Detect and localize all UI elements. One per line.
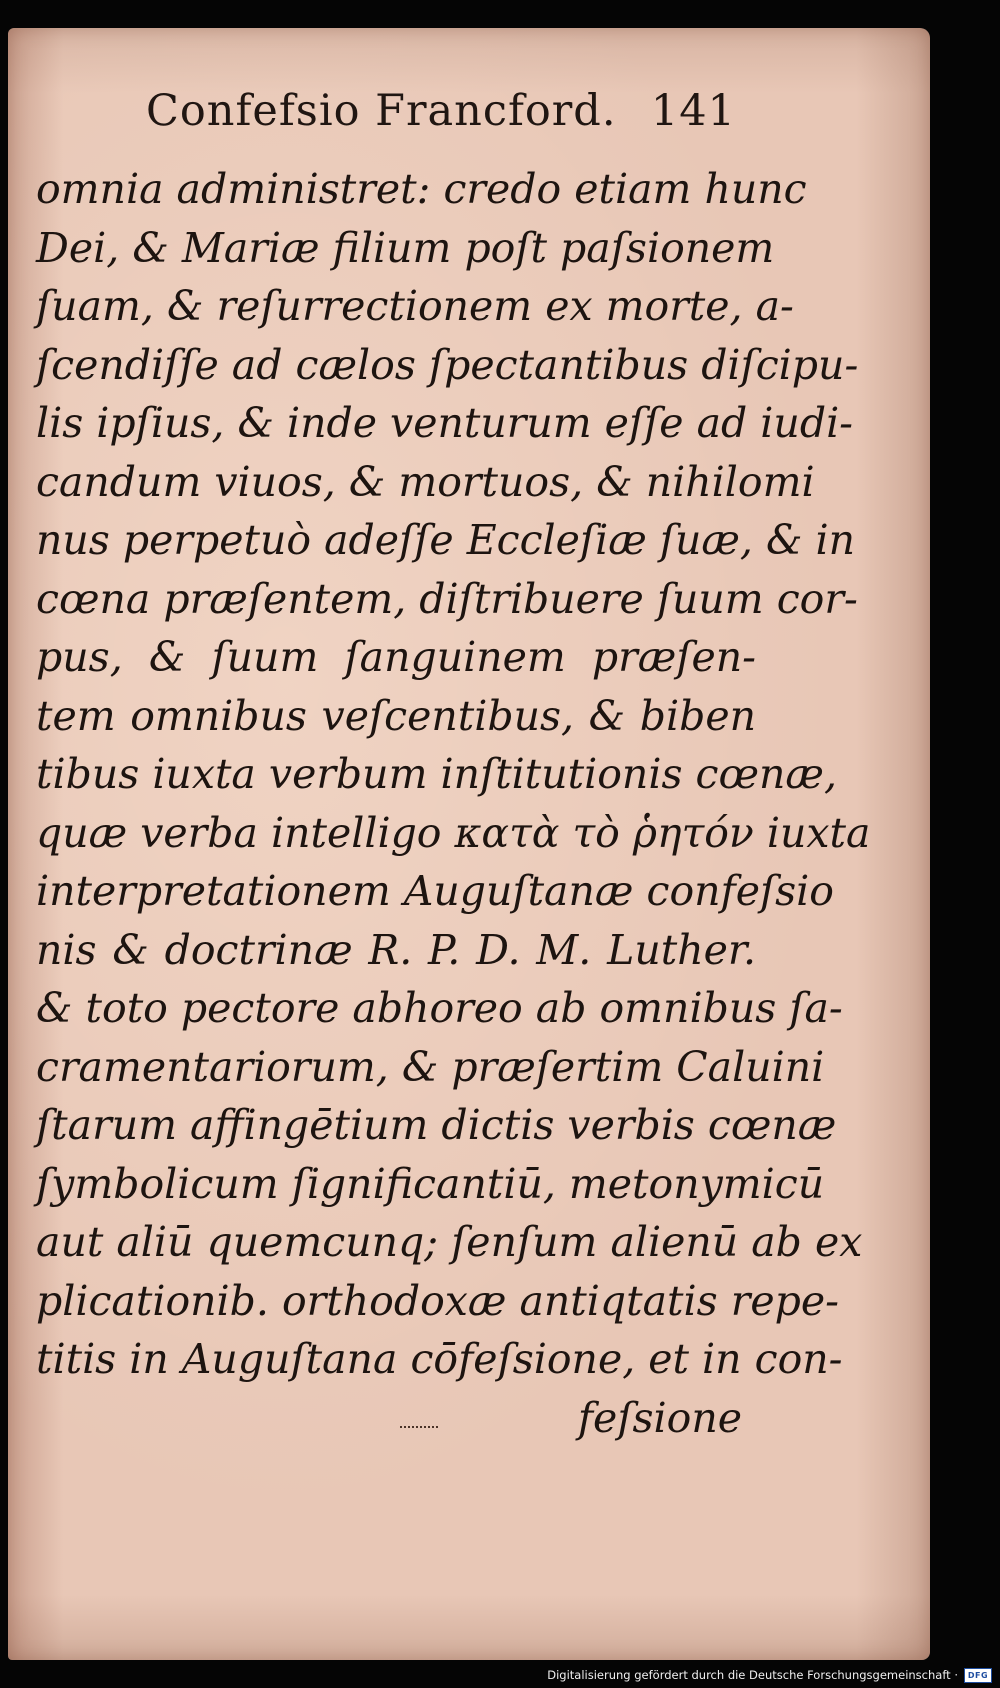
text-line: lis ipſius, & inde venturum eſſe ad iudi-	[36, 399, 854, 447]
text-line: nus perpetuò adeſſe Eccleſiæ ſuæ, & in	[36, 516, 856, 564]
ornament-mark	[400, 1426, 438, 1432]
digitization-footer	[547, 1664, 992, 1686]
text-line: interpretationem Auguſtanæ confeſsio	[36, 867, 834, 915]
book-page	[8, 28, 930, 1660]
text-line: ſymbolicum ſignificantiū, metonymicū	[36, 1159, 825, 1208]
text-line: candum viuos, & mortuos, & nihilomi	[36, 457, 815, 506]
text-line: ſtarum affingētium dictis verbis cœnæ	[36, 1101, 837, 1149]
text-line: tibus iuxta verbum inſtitutionis cœnæ,	[36, 750, 838, 798]
dfg-logo-icon: DFG	[964, 1668, 992, 1683]
text-line: aut aliū quemcunq; ſenſum alienū ab ex	[36, 1218, 863, 1266]
page-number: 141	[650, 86, 736, 136]
text-line: pus, & ſuum ſanguinem præſen-	[36, 633, 756, 681]
catchword: feſsione	[577, 1393, 742, 1442]
text-line: quæ verba intelligo κατὰ τὸ ῥητόν iuxta	[36, 808, 871, 857]
text-line: ſcendiſſe ad cælos ſpectantibus diſcipu-	[36, 340, 859, 389]
text-line: cramentariorum, & præſertim Caluini	[36, 1042, 825, 1091]
text-line: Dei, & Mariæ filium poſt paſsionem	[36, 223, 775, 272]
text-line: & toto pectore abhoreo ab omnibus ſa-	[36, 984, 843, 1032]
text-line: cœna præſentem, diſtribuere ſuum cor-	[36, 574, 858, 623]
footer-credit: Digitalisierung gefördert durch die Deutsche Forschungsgemeinschaft ·	[547, 1668, 958, 1682]
text-line: tem omnibus veſcentibus, & biben	[36, 691, 756, 740]
body-text	[36, 160, 871, 1447]
running-head: Confefsio Francford.	[146, 86, 617, 136]
text-line: ſuam, & reſurrectionem ex morte, a-	[36, 282, 794, 330]
text-line: titis in Auguſtana cōfeſsione, et in con-	[36, 1335, 843, 1383]
text-line: nis & doctrinæ R. P. D. M. Luther.	[36, 925, 756, 974]
text-line: omnia administret: credo etiam hunc	[36, 165, 807, 213]
text-line: plicationib. orthodoxæ antiqtatis repe-	[36, 1276, 839, 1325]
